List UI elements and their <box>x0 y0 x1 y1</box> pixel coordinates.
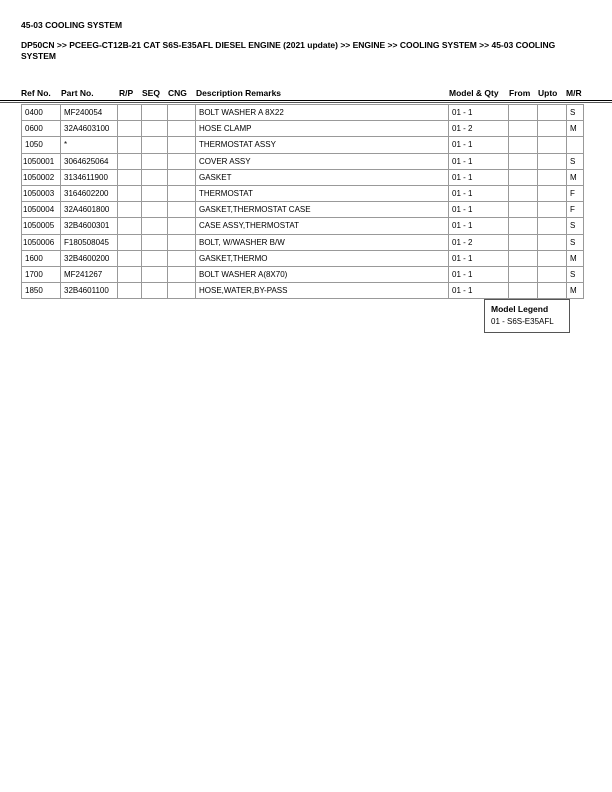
cell-ref: 1050001 <box>22 153 61 169</box>
cell-desc: CASE ASSY,THERMOSTAT <box>196 218 449 234</box>
cell-model: 01 - 2 <box>449 121 509 137</box>
cell-empty <box>168 283 196 299</box>
header-mr: M/R <box>566 88 582 98</box>
cell-ref: 1050 <box>22 137 61 153</box>
cell-ref: 1050006 <box>22 234 61 250</box>
cell-mr: M <box>567 283 584 299</box>
cell-model: 01 - 1 <box>449 218 509 234</box>
cell-mr: S <box>567 234 584 250</box>
cell-desc: GASKET,THERMO <box>196 250 449 266</box>
cell-empty <box>142 169 168 185</box>
cell-empty <box>118 250 142 266</box>
header-part: Part No. <box>61 88 94 98</box>
cell-empty <box>168 169 196 185</box>
cell-empty <box>509 218 538 234</box>
cell-empty <box>118 153 142 169</box>
cell-ref: 0400 <box>22 105 61 121</box>
cell-model: 01 - 2 <box>449 234 509 250</box>
cell-mr <box>567 137 584 153</box>
cell-ref: 1700 <box>22 266 61 282</box>
cell-model: 01 - 1 <box>449 169 509 185</box>
cell-model: 01 - 1 <box>449 153 509 169</box>
cell-empty <box>142 250 168 266</box>
page-title: 45-03 COOLING SYSTEM <box>21 20 123 30</box>
cell-model: 01 - 1 <box>449 266 509 282</box>
table-row <box>22 283 584 299</box>
cell-ref: 1600 <box>22 250 61 266</box>
cell-empty <box>142 266 168 282</box>
cell-part: 32B4600200 <box>61 250 118 266</box>
parts-table <box>21 104 584 299</box>
cell-empty <box>118 202 142 218</box>
cell-part: 3064625064 <box>61 153 118 169</box>
cell-part: MF241267 <box>61 266 118 282</box>
cell-empty <box>142 153 168 169</box>
cell-empty <box>142 202 168 218</box>
table-row <box>22 218 584 234</box>
cell-ref: 1050005 <box>22 218 61 234</box>
cell-mr: S <box>567 266 584 282</box>
cell-mr: S <box>567 153 584 169</box>
cell-part: F180508045 <box>61 234 118 250</box>
cell-empty <box>118 218 142 234</box>
table-row <box>22 153 584 169</box>
cell-empty <box>538 218 567 234</box>
cell-empty <box>142 218 168 234</box>
cell-ref: 1850 <box>22 283 61 299</box>
cell-empty <box>538 185 567 201</box>
header-upto: Upto <box>538 88 558 98</box>
cell-empty <box>118 185 142 201</box>
cell-empty <box>509 153 538 169</box>
cell-empty <box>538 250 567 266</box>
cell-empty <box>509 202 538 218</box>
cell-empty <box>118 283 142 299</box>
cell-mr: M <box>567 121 584 137</box>
cell-empty <box>168 105 196 121</box>
table-row <box>22 234 584 250</box>
header-desc: Description Remarks <box>196 88 282 98</box>
cell-part: 32B4601100 <box>61 283 118 299</box>
table-row <box>22 121 584 137</box>
cell-empty <box>118 266 142 282</box>
cell-empty <box>509 283 538 299</box>
cell-empty <box>509 266 538 282</box>
cell-desc: THERMOSTAT ASSY <box>196 137 449 153</box>
table-row <box>22 169 584 185</box>
cell-desc: GASKET,THERMOSTAT CASE <box>196 202 449 218</box>
cell-empty <box>509 234 538 250</box>
legend-entry: 01 - S6S-E35AFL <box>491 317 554 326</box>
model-legend <box>484 299 570 333</box>
cell-empty <box>168 153 196 169</box>
cell-empty <box>118 169 142 185</box>
cell-empty <box>118 105 142 121</box>
cell-empty <box>118 137 142 153</box>
cell-part: MF240054 <box>61 105 118 121</box>
cell-mr: F <box>567 185 584 201</box>
header-rp: R/P <box>119 88 134 98</box>
cell-desc: BOLT WASHER A(8X70) <box>196 266 449 282</box>
cell-empty <box>118 121 142 137</box>
cell-part: 3134611900 <box>61 169 118 185</box>
cell-empty <box>142 234 168 250</box>
header-model: Model & Qty <box>449 88 499 98</box>
cell-empty <box>538 234 567 250</box>
cell-empty <box>142 185 168 201</box>
cell-empty <box>538 153 567 169</box>
cell-ref: 1050004 <box>22 202 61 218</box>
cell-empty <box>142 137 168 153</box>
header-seq: SEQ <box>142 88 160 98</box>
cell-empty <box>538 105 567 121</box>
cell-desc: GASKET <box>196 169 449 185</box>
header-rule <box>0 100 612 103</box>
cell-mr: M <box>567 169 584 185</box>
cell-model: 01 - 1 <box>449 137 509 153</box>
cell-model: 01 - 1 <box>449 185 509 201</box>
cell-empty <box>168 137 196 153</box>
table-row <box>22 266 584 282</box>
cell-part: 32A4603100 <box>61 121 118 137</box>
table-row <box>22 185 584 201</box>
cell-empty <box>118 234 142 250</box>
cell-ref: 1050003 <box>22 185 61 201</box>
cell-desc: HOSE CLAMP <box>196 121 449 137</box>
cell-empty <box>509 137 538 153</box>
legend-title: Model Legend <box>491 304 549 314</box>
cell-desc: HOSE,WATER,BY-PASS <box>196 283 449 299</box>
cell-empty <box>509 121 538 137</box>
cell-empty <box>142 121 168 137</box>
cell-mr: S <box>567 105 584 121</box>
cell-ref: 1050002 <box>22 169 61 185</box>
cell-mr: F <box>567 202 584 218</box>
header-cng: CNG <box>168 88 187 98</box>
header-ref: Ref No. <box>21 88 51 98</box>
cell-empty <box>538 202 567 218</box>
cell-mr: M <box>567 250 584 266</box>
breadcrumb: DP50CN >> PCEEG-CT12B-21 CAT S6S-E35AFL DIESEL ENGINE (2021 update) >> ENGINE >> COOLING SYSTEM >> 45-03 COOLING SYSTEM <box>21 40 556 61</box>
cell-empty <box>538 266 567 282</box>
cell-empty <box>168 266 196 282</box>
cell-mr: S <box>567 218 584 234</box>
cell-desc: BOLT WASHER A 8X22 <box>196 105 449 121</box>
cell-empty <box>538 169 567 185</box>
cell-desc: THERMOSTAT <box>196 185 449 201</box>
cell-model: 01 - 1 <box>449 202 509 218</box>
cell-empty <box>168 234 196 250</box>
cell-desc: COVER ASSY <box>196 153 449 169</box>
cell-empty <box>538 121 567 137</box>
table-row <box>22 105 584 121</box>
table-row <box>22 202 584 218</box>
cell-empty <box>168 185 196 201</box>
cell-empty <box>509 169 538 185</box>
cell-model: 01 - 1 <box>449 283 509 299</box>
cell-ref: 0600 <box>22 121 61 137</box>
cell-empty <box>142 283 168 299</box>
table-row <box>22 137 584 153</box>
cell-part: 32A4601800 <box>61 202 118 218</box>
header-from: From <box>509 88 531 98</box>
cell-empty <box>538 137 567 153</box>
cell-empty <box>538 283 567 299</box>
cell-model: 01 - 1 <box>449 250 509 266</box>
cell-part: * <box>61 137 118 153</box>
cell-empty <box>142 105 168 121</box>
table-row <box>22 250 584 266</box>
cell-part: 3164602200 <box>61 185 118 201</box>
cell-desc: BOLT, W/WASHER B/W <box>196 234 449 250</box>
cell-part: 32B4600301 <box>61 218 118 234</box>
cell-empty <box>168 121 196 137</box>
cell-empty <box>168 250 196 266</box>
cell-empty <box>168 202 196 218</box>
cell-empty <box>168 218 196 234</box>
cell-model: 01 - 1 <box>449 105 509 121</box>
cell-empty <box>509 250 538 266</box>
cell-empty <box>509 105 538 121</box>
cell-empty <box>509 185 538 201</box>
